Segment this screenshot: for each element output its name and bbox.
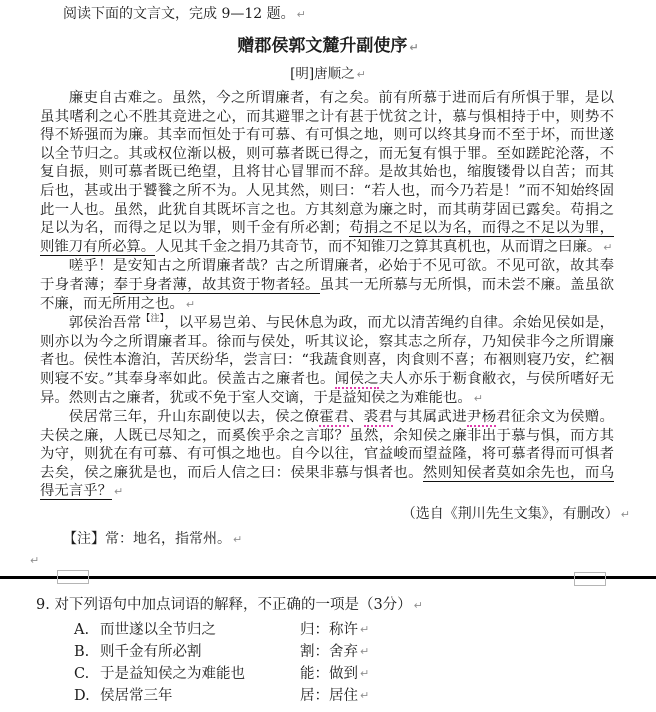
reading-instruction-text: 阅读下面的文言文，完成 9—12 题。 xyxy=(63,6,295,22)
paragraph-mark-icon: ↵ xyxy=(360,667,370,681)
paragraph-text: 君征余文为侯赠。夫侯之廉，人既已尽知之，而奚俟乎余之言耶？虽然，余知侯之廉非出于慕与惧，而方其为守，则犹在有可慕、有可惧之地也。自今以往，官益峻而望益隆，将可慕者得而可惧者去矣，侯之廉犹是也，而后人信之曰：侯果非慕与惧者也。 xyxy=(40,409,614,481)
essay-author-text: [明]唐顺之 xyxy=(290,66,355,82)
option-gloss: 归：称许 xyxy=(300,622,358,639)
page-break-divider xyxy=(0,569,656,585)
essay-paragraph-1 xyxy=(40,89,614,257)
paragraph-text: 人见其千金之捐乃其奇节，而不知锥刀之算其真机也，从而谓之曰廉。 xyxy=(155,238,602,255)
option-label: C. xyxy=(74,666,90,683)
essay-paragraph-2 xyxy=(40,257,614,314)
footnote-text: 【注】常：地名，指常州。 xyxy=(63,531,231,548)
paragraph-mark-icon: ↵ xyxy=(360,623,370,637)
spellcheck-underlined-name: 霍君 xyxy=(319,409,349,426)
option-sentence: 侯居常三年 xyxy=(100,688,173,705)
paragraph-mark-icon: ↵ xyxy=(356,68,366,81)
spellcheck-underlined-name: 裘君 xyxy=(363,409,394,426)
paragraph-mark-icon: ↵ xyxy=(185,297,196,311)
option-label: A. xyxy=(74,622,90,639)
essay-author xyxy=(0,65,656,84)
paragraph-text: 廉吏自古难之。虽然，今之所谓廉者，有之矣。前有所慕于进而后有所惧于罪，是以虽其嗜利之心不胜其竞进之心，而其避罪之计有甚于忧贫之计，慕与惧相持于中，则势不得不矫强而为廉。其幸而恒处于有可慕、有可惧之地，则可以终其身而不至于坏，而世遂以全节归之。其或权位渐以极，则可慕者既已得之，而无复有惧于罪。至如蹉跎沦落，不复自振，则可慕者既已绝望，且将甘心冒罪而不辞。是故其始也，缩腹镂骨以自苦；而其后也，甚或出于饕餮之所不为。人见其然，则曰：“若人也，而今乃若是！”而不知始终固此一人也。虽然，此犹自其既坏言之也。方其刻意为廉之时，而其萌芽固已露矣。苟捐之足以为名，而得之足以为罪，则千金有所必割； xyxy=(40,90,614,237)
source-attribution xyxy=(0,505,630,524)
option-sentence: 则千金有所必割 xyxy=(100,644,202,661)
paragraph-mark-icon: ↵ xyxy=(360,645,370,659)
option-d xyxy=(74,685,656,707)
paragraph-text: 、 xyxy=(348,409,364,426)
option-c xyxy=(74,663,656,685)
paragraph-mark-icon: ↵ xyxy=(409,41,419,54)
option-label: B. xyxy=(74,644,90,661)
paragraph-mark-icon: ↵ xyxy=(473,391,483,405)
paragraph-mark-icon: ↵ xyxy=(603,240,613,254)
paragraph-text: 虽其一无所慕与无所惧，而未尝不廉。盖虽欲不廉，而无所用之也。 xyxy=(40,276,614,312)
footnote xyxy=(63,530,656,549)
essay-title-text: 赠郡侯郭文麓升副使序 xyxy=(237,36,408,56)
option-a xyxy=(74,619,656,641)
paragraph-text: 夫人亦乐于粝食敝衣，与侯所嗜好无异。然则古之廉者，犹或不免于室人交谪，于是益知侯之为难能也。 xyxy=(40,370,614,406)
option-sentence: 而世遂以全节归之 xyxy=(100,622,216,639)
option-b xyxy=(74,641,656,663)
essay-paragraph-3 xyxy=(40,314,614,408)
underlined-phrase: 然则知侯者莫如余先也，而乌得无言乎？ xyxy=(40,464,614,500)
paragraph-mark-icon: ↵ xyxy=(413,599,423,613)
underlined-phrase: 苟捐之不足以为名，而得之不足以为罪，则锥刀有所必算。 xyxy=(40,220,614,255)
paragraph-mark-icon: ↵ xyxy=(233,533,243,547)
paragraph-mark-icon: ↵ xyxy=(296,8,306,21)
spellcheck-underlined-name: 尹杨 xyxy=(466,409,497,426)
paragraph-text: 郭侯治吾常 xyxy=(68,315,142,332)
paragraph-text: 侯居常三年，升山东副使以去，侯之僚 xyxy=(68,409,320,426)
question-9-options xyxy=(36,619,656,707)
paragraph-mark-icon: ↵ xyxy=(113,485,124,499)
underlined-phrase: 奉于身者薄，故其资于物者轻。 xyxy=(113,276,320,293)
essay-title xyxy=(0,35,656,59)
option-label: D. xyxy=(74,688,90,705)
question-9 xyxy=(36,595,656,707)
question-9-stem-text: 9. 对下列语句中加点词语的解释，不正确的一项是（3分） xyxy=(36,597,412,614)
option-gloss: 能：做到 xyxy=(300,666,358,683)
empty-paragraph xyxy=(28,553,656,568)
essay-paragraph-4 xyxy=(40,408,614,502)
margin-marker-left xyxy=(57,570,89,584)
source-attribution-text: （选自《荆川先生文集》，有删改） xyxy=(401,506,619,523)
paragraph-text: ，以平易岂弟、与民休息为政，而尤以清苦绳约自律。余始见侯如是，则亦以为今之所谓廉者耳。徐而与侯处，听其议论，察其志之所存，乃知侯非今之所谓廉者也。侯性本澹泊，苦厌纷华，尝言曰：“我蔬食则喜，肉食则不喜；布裀则寝乃安，纻裀则寝不安。”其奉身率如此。侯盖古之廉者也。 xyxy=(40,315,614,387)
spellcheck-underlined-name: 闻侯之 xyxy=(334,370,379,387)
paragraph-mark-icon: ↵ xyxy=(620,508,630,522)
paragraph-text: 嗟乎！是安知古之所谓廉者哉？古之所谓廉者，必始于不见可欲。不见可欲，故其奉于身者薄； xyxy=(40,258,614,293)
paragraph-mark-icon: ↵ xyxy=(360,689,370,703)
footnote-reference: 【注】 xyxy=(141,314,165,325)
page-break-line xyxy=(0,576,656,579)
paragraph-text: 与其属武进 xyxy=(393,409,467,426)
reading-instruction xyxy=(63,0,616,24)
paragraph-mark-icon: ↵ xyxy=(30,554,40,568)
option-sentence: 于是益知侯之为难能也 xyxy=(100,666,245,683)
margin-marker-right xyxy=(574,572,606,586)
option-gloss: 居：居住 xyxy=(300,688,358,705)
essay-body xyxy=(40,89,614,502)
question-9-stem xyxy=(36,595,656,616)
option-gloss: 割：舍弃 xyxy=(300,644,358,661)
